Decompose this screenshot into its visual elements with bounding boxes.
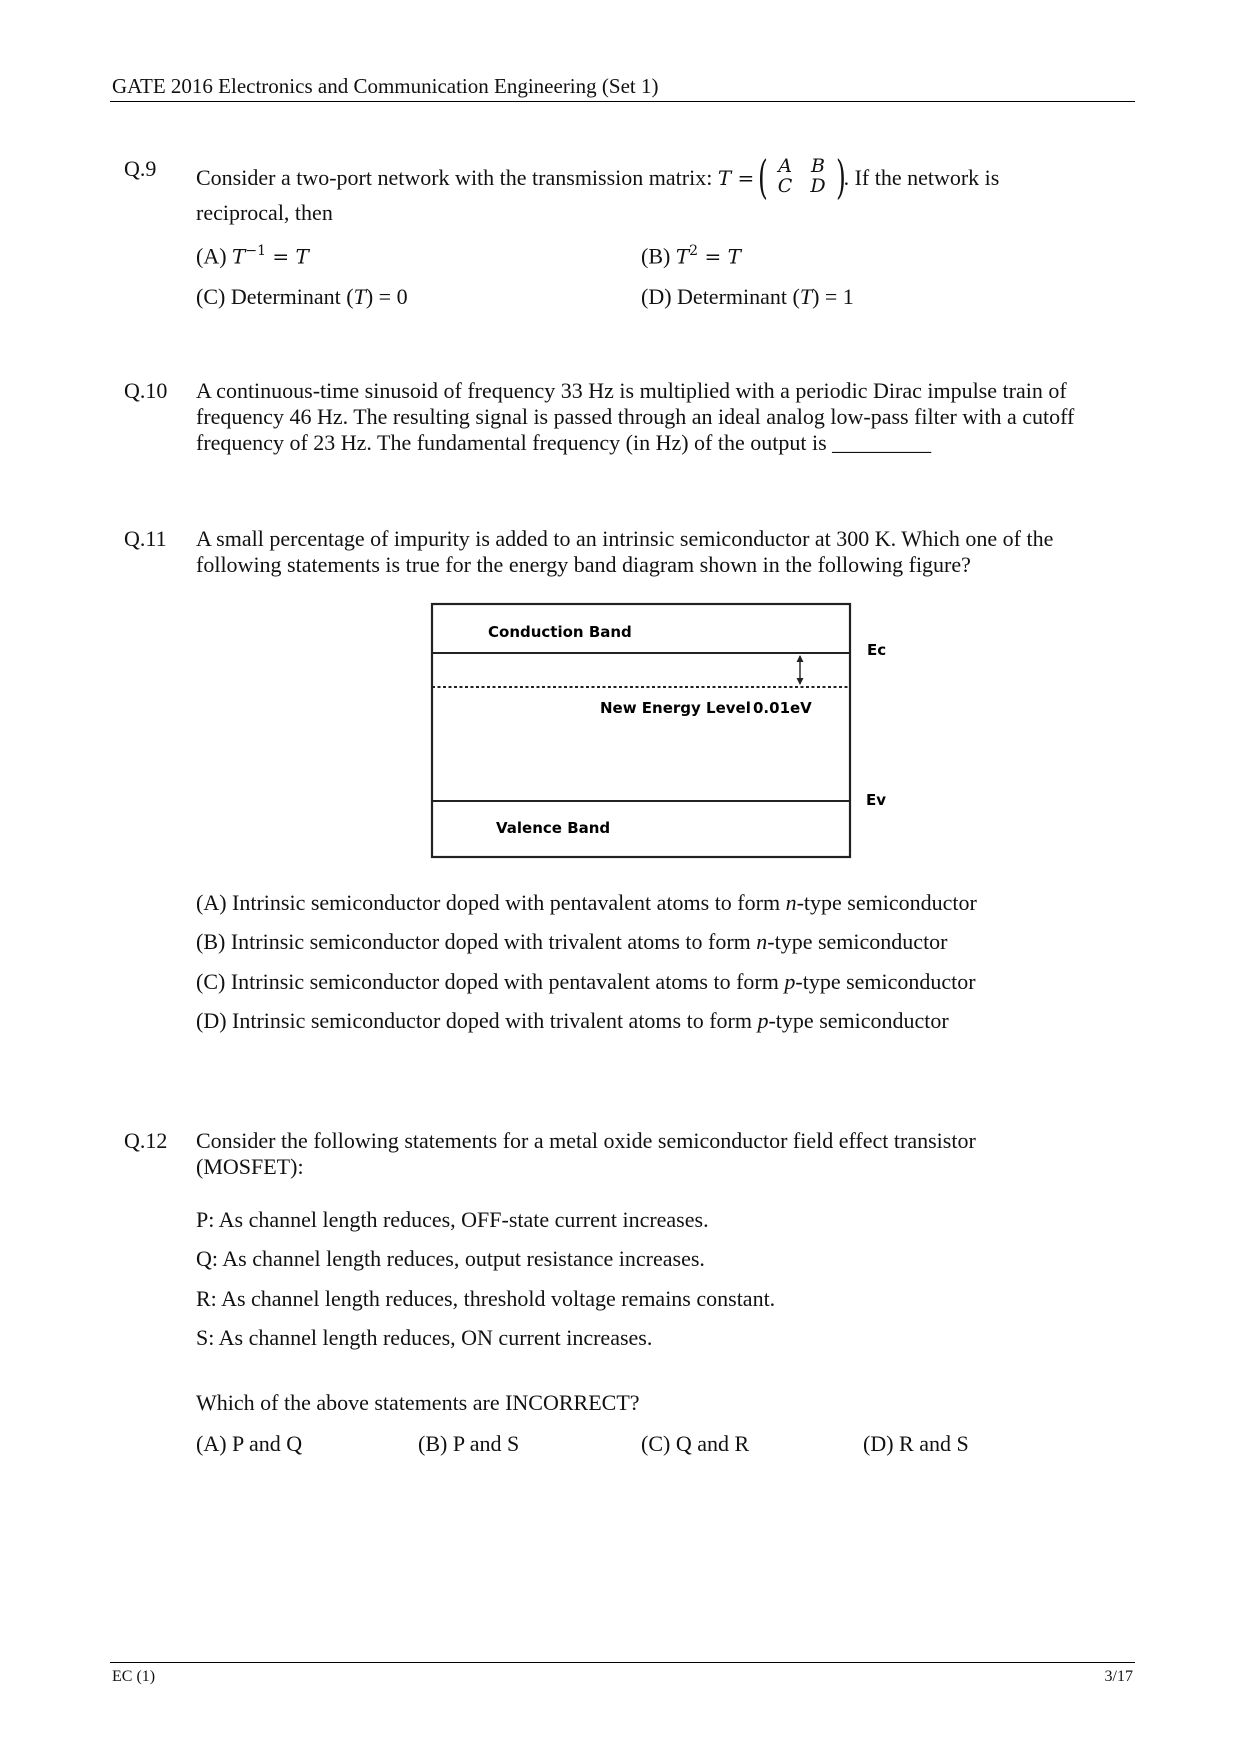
math-expression: T = bbox=[717, 166, 755, 191]
statement-p: P: As channel length reduces, OFF-state current increases. bbox=[196, 1207, 709, 1232]
option-label: (A) bbox=[196, 243, 233, 269]
valence-band-label: Valence Band bbox=[496, 819, 611, 837]
question-text bbox=[196, 150, 1126, 204]
option-text: -type semiconductor bbox=[768, 1008, 949, 1033]
semiconductor-type: n bbox=[785, 890, 797, 915]
page-number: 3/17 bbox=[1104, 1668, 1133, 1685]
option-d bbox=[196, 1008, 949, 1034]
option-d: (D) R and S bbox=[863, 1431, 969, 1456]
statement-r: R: As channel length reduces, threshold voltage remains constant. bbox=[196, 1286, 776, 1311]
matrix-entry: A bbox=[778, 155, 792, 177]
statement-s: S: As channel length reduces, ON current increases. bbox=[196, 1325, 653, 1350]
option-text: -type semiconductor bbox=[796, 890, 977, 915]
option-text: (A) Intrinsic semiconductor doped with pentavalent atoms to form bbox=[196, 890, 786, 915]
transmission-matrix bbox=[757, 150, 846, 204]
matrix-entry: C bbox=[777, 175, 793, 197]
semiconductor-type: p bbox=[757, 1008, 769, 1033]
option-label: (D) Determinant ( bbox=[641, 284, 800, 309]
semiconductor-type: n bbox=[756, 929, 768, 954]
statement-q: Q: As channel length reduces, output resistance increases. bbox=[196, 1246, 705, 1271]
option-text: -type semiconductor bbox=[767, 929, 948, 954]
option-a: (A) P and Q bbox=[196, 1431, 303, 1456]
question-number: Q.9 bbox=[124, 156, 157, 181]
footer-rule bbox=[110, 1662, 1135, 1663]
question-text-line: (MOSFET): bbox=[196, 1154, 304, 1179]
question-text-line: following statements is true for the energy band diagram shown in the following figure? bbox=[196, 552, 971, 577]
gap-arrow-down-icon bbox=[797, 678, 804, 685]
diagram-frame bbox=[432, 604, 850, 857]
matrix-entry: D bbox=[810, 175, 826, 197]
option-c: (C) Q and R bbox=[641, 1431, 750, 1456]
gap-value-label: 0.01eV bbox=[753, 699, 812, 717]
question-text-line: reciprocal, then bbox=[196, 200, 333, 225]
option-d bbox=[641, 284, 854, 310]
question-number: Q.10 bbox=[124, 378, 168, 403]
option-text: (C) Intrinsic semiconductor doped with pentavalent atoms to form bbox=[196, 969, 785, 994]
option-label: (C) Determinant ( bbox=[196, 284, 354, 309]
gap-arrow-up-icon bbox=[797, 655, 804, 662]
option-text: (B) Intrinsic semiconductor doped with trivalent atoms to form bbox=[196, 929, 757, 954]
ev-label: Ev bbox=[866, 791, 887, 809]
option-text: ) = 1 bbox=[812, 284, 854, 309]
math-superscript: −1 bbox=[245, 243, 267, 259]
question-number: Q.12 bbox=[124, 1128, 168, 1153]
math-superscript: 2 bbox=[689, 243, 699, 259]
question-text-line: frequency of 23 Hz. The fundamental frequency (in Hz) of the output is _________ bbox=[196, 430, 932, 455]
option-b bbox=[641, 243, 741, 269]
math-variable: T bbox=[232, 244, 246, 269]
question-number: Q.11 bbox=[124, 526, 167, 551]
math-variable: T bbox=[799, 284, 813, 309]
math-variable: T bbox=[353, 284, 366, 309]
matrix-entry: B bbox=[810, 155, 825, 177]
question-text-line: Consider the following statements for a metal oxide semiconductor field effect transistor bbox=[196, 1128, 976, 1153]
option-text: (D) Intrinsic semiconductor doped with trivalent atoms to form bbox=[196, 1008, 758, 1033]
math-expression: = T bbox=[266, 244, 309, 269]
option-a bbox=[196, 243, 309, 269]
question-text-line: A small percentage of impurity is added to an intrinsic semiconductor at 300 K. Which one of the bbox=[196, 526, 1054, 551]
question-prompt: Which of the above statements are INCORRECT? bbox=[196, 1390, 640, 1415]
option-text: ) = 0 bbox=[365, 284, 408, 309]
question-text-line: frequency 46 Hz. The resulting signal is passed through an ideal analog low-pass filter with a cutoff bbox=[196, 404, 1075, 429]
ec-label: Ec bbox=[867, 641, 887, 659]
footer-paper-code: EC (1) bbox=[112, 1668, 156, 1685]
option-c bbox=[196, 284, 408, 310]
left-paren-icon: ( bbox=[757, 150, 768, 204]
question-text-part: . If the network is bbox=[843, 165, 1000, 191]
page-header-title: GATE 2016 Electronics and Communication Engineering (Set 1) bbox=[112, 74, 659, 98]
semiconductor-type: p bbox=[784, 969, 796, 994]
conduction-band-label: Conduction Band bbox=[488, 623, 632, 641]
header-rule bbox=[110, 101, 1135, 102]
option-b: (B) P and S bbox=[418, 1431, 520, 1456]
option-label: (B) bbox=[641, 243, 676, 269]
new-energy-level-label: New Energy Level bbox=[600, 699, 751, 717]
option-a bbox=[196, 890, 977, 916]
question-text-line: A continuous-time sinusoid of frequency 33 Hz is multiplied with a periodic Dirac impulse train of bbox=[196, 378, 1067, 403]
energy-band-diagram bbox=[420, 595, 900, 870]
option-b bbox=[196, 929, 948, 955]
math-expression: = T bbox=[698, 244, 741, 269]
option-c bbox=[196, 969, 976, 995]
option-text: -type semiconductor bbox=[795, 969, 976, 994]
question-text-part: Consider a two-port network with the transmission matrix: bbox=[196, 165, 718, 191]
right-paren-icon: ) bbox=[835, 150, 846, 204]
math-variable: T bbox=[675, 244, 690, 269]
